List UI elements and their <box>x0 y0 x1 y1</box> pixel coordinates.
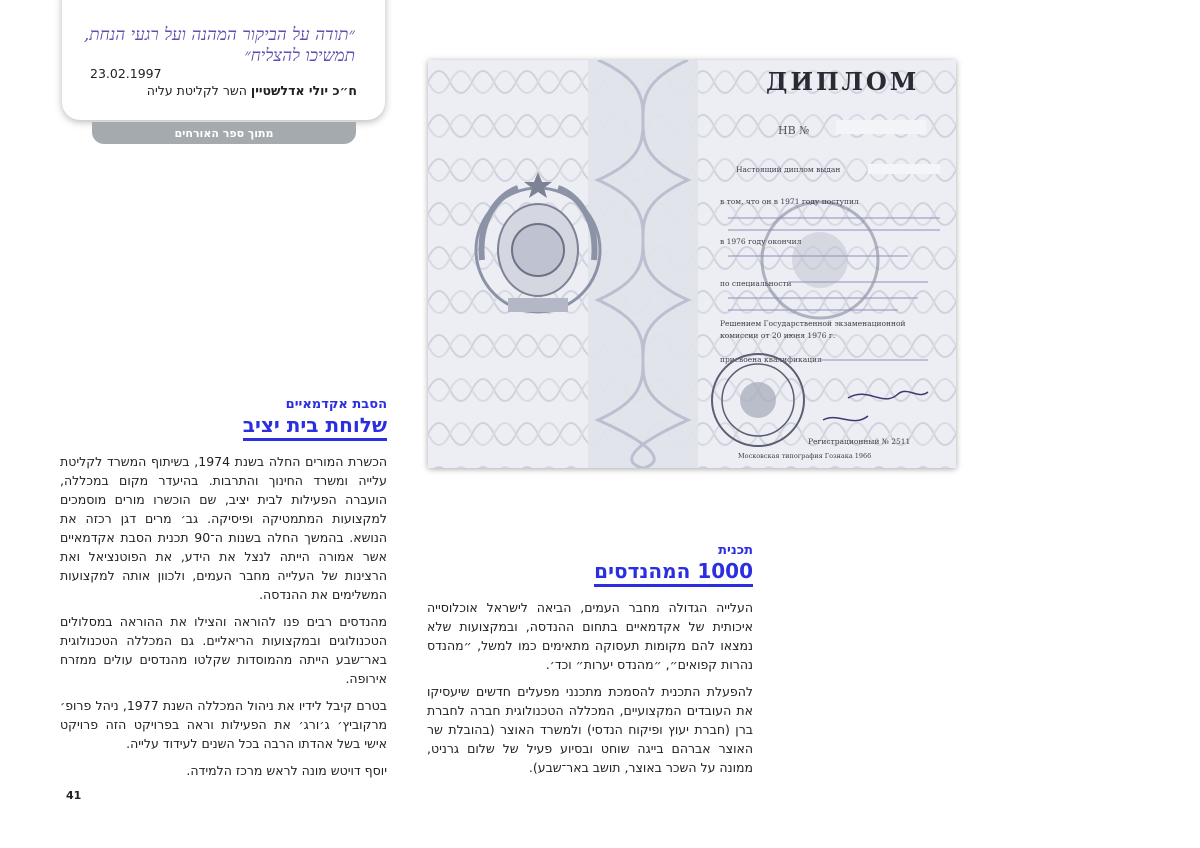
section-title: שלוחת בית יציב <box>243 413 387 441</box>
paragraph: הכשרת המורים החלה בשנת 1974, בשיתוף המשרד לקליטת עלייה ומשרד החינוך והתרבות. בהיעדר מקום במכללה, הועברה הפעילות לבית יציב, שם הוכשרו מורים מוסמכים למקצועות המתמטיקה ופיסיקה. גב׳ מרים דגן רכזה את הנושא. בהמשך החלה בשנות ה־90 תכנית הסבת אקדמאיים אשר אמורה הייתה לנצל את הידע, את הפוטנציאל ואת הרצינות של העלייה מחבר העמים, ולכוון אותה למקצועות המשלימים את ההנדסה. <box>60 454 387 602</box>
diploma-line: Регистрационный № 2511 <box>808 437 911 446</box>
guestbook-source-label: מתוך ספר האורחים <box>92 122 356 144</box>
body-text-1000-engineers <box>427 598 753 785</box>
paragraph: להפעלת התכנית להסמכת מתכנני מפעלים חדשים שיעסיקו את העובדים המקצועיים, המכללה הטכנולוגית חברה לחברת ברן (חברת יעוץ ופיקוח הנדסי) ולמשרד האוצר (בהובלת שר האוצר אברהם בייגה שוחט ובסיוע פעיל של שלום גרניט, ממונה על השכר באוצר, תושב באר־שבע). <box>427 684 753 775</box>
handwritten-quote: ״תודה על הביקור המהנה ועל רגעי הנחת, תמשיכו להצליח״ <box>83 25 355 66</box>
section-head-1000-engineers <box>594 543 753 587</box>
paragraph: מהנדסים רבים פנו להוראה והצילו את ההוראה במסלולים הטכנולוגים ובמקצועות הריאליים. גם המכללה הטכנולוגית באר־שבע הייתה מהמוסדות שקלטו מהנדסים עולים ממזרח אירופה. <box>60 614 387 686</box>
quote-author <box>147 83 357 98</box>
paragraph: העלייה הגדולה מחבר העמים, הביאה לישראל אוכלוסייה איכותית של אקדמאיים בתחום ההנדסה, ובמקצועות שלא נמצאו להם מקומות תעסוקה מתאימים כמו למשל, ״מהנדס נהרות קפואים״, ״מהנדס יערות״ וכד׳. <box>427 600 753 672</box>
paragraph: בטרם קיבל לידיו את ניהול המכללה השנת 1977, ניהל פרופ׳ מרקוביץ׳ ג׳ורג׳ את הפעילות וראה בפרויקט הזה פרויקט אישי בשל אהדתו הרבה בכל השנים לעידוד עלייה. <box>60 698 387 751</box>
body-text-beit-yatziv <box>60 452 387 788</box>
section-kicker: תכנית <box>718 543 753 558</box>
quote-author-role: השר לקליטת עליה <box>146 83 247 98</box>
section-title: 1000 המהנדסים <box>594 559 753 587</box>
diploma-line: Московская типография Гознака 1966 <box>738 452 872 460</box>
guestbook-quote-card <box>62 0 385 120</box>
diploma-number: НВ № <box>778 124 810 137</box>
diploma-line: присвоена квалификация <box>720 355 822 364</box>
soviet-diploma-image <box>428 60 956 468</box>
diploma-line: комиссии от 20 июня 1976 г. <box>720 331 836 340</box>
diploma-line: Настоящий диплом выдан <box>736 165 841 174</box>
page-number: 41 <box>66 789 82 802</box>
section-head-beit-yatziv <box>243 397 387 441</box>
diploma-line: по специальности <box>720 279 792 288</box>
diploma-line: в 1976 году окончил <box>720 237 802 246</box>
diploma-line: в том, что он в 1971 году поступил <box>720 197 859 206</box>
ornament-band <box>588 60 698 468</box>
paragraph: יוסף דויטש מונה לראש מרכז הלמידה. <box>186 763 387 778</box>
diploma-line: Решением Государственной экзаменационной <box>720 319 906 328</box>
section-kicker: הסבת אקדמאיים <box>285 397 387 412</box>
diploma-heading: ДИПЛОМ <box>766 67 920 96</box>
quote-date: 23.02.1997 <box>90 66 162 81</box>
quote-author-name: ח״כ יולי אדלשטיין <box>250 83 357 98</box>
